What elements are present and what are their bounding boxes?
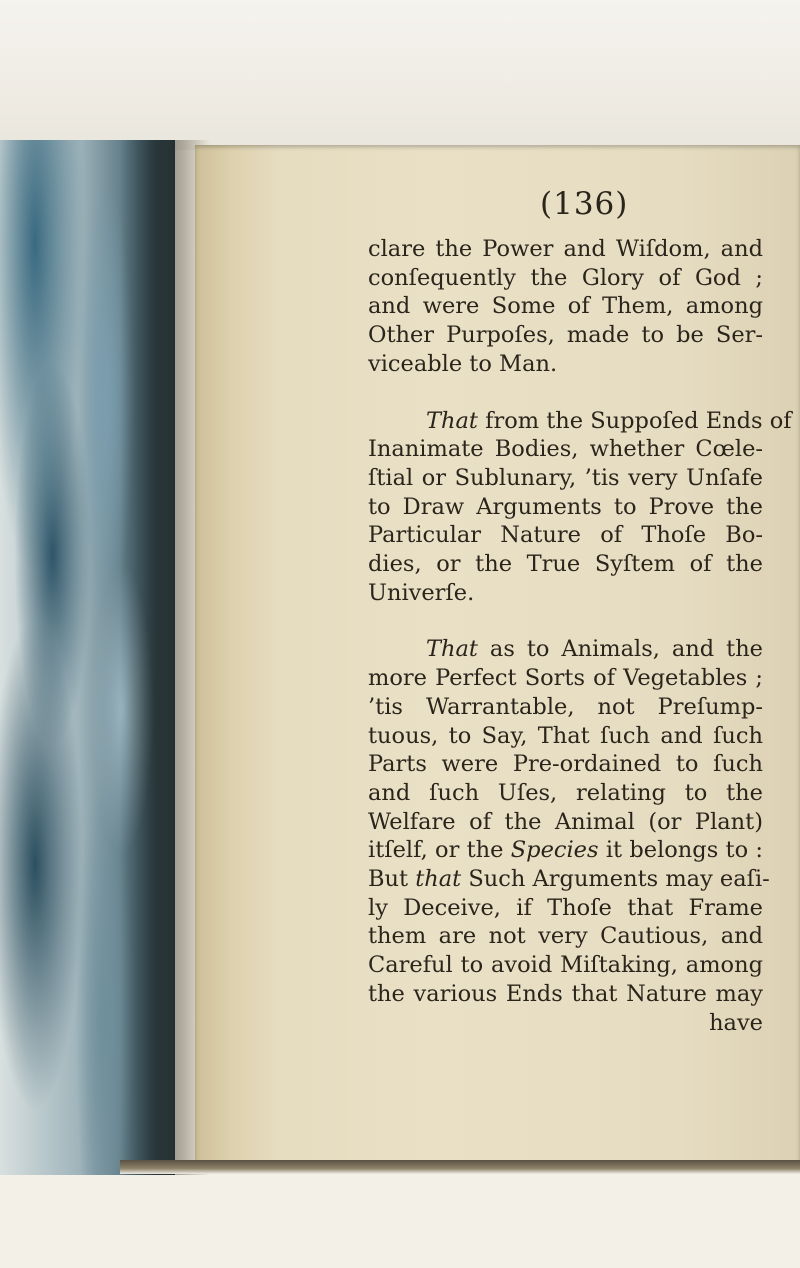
paragraph-gap	[368, 607, 763, 635]
line-part: itſelf, or the	[368, 837, 511, 864]
italic-lead: That	[426, 407, 478, 434]
italic-word: that	[415, 866, 462, 893]
text-line: to Draw Arguments to Prove the	[368, 493, 763, 520]
text-line: dies, or the True Syſtem of the	[368, 551, 763, 578]
catchword: have	[709, 1009, 763, 1036]
text-line: ’tis Warrantable, not Preſump-	[368, 693, 763, 720]
page-bottom-edge	[120, 1160, 800, 1174]
italic-lead: That	[426, 636, 478, 663]
text-line: Univerſe.	[368, 579, 475, 606]
text-line: and ſuch Uſes, relating to the	[368, 779, 763, 806]
text-line: viceable to Man.	[368, 350, 558, 377]
text-line: conſequently the Glory of God ;	[368, 264, 763, 291]
line-rest: as to Animals, and the	[477, 636, 763, 663]
paragraph-3-first-line	[368, 635, 763, 664]
body-text	[368, 235, 792, 1037]
text-line: more Perfect Sorts of Vegetables ;	[368, 665, 763, 692]
text-line-but	[368, 865, 770, 894]
line-part: But	[368, 866, 416, 893]
text-line: Other Purpoſes, made to be Ser-	[368, 322, 763, 349]
text-line: Inanimate Bodies, whether Cœle-	[368, 436, 763, 463]
page-number: (136)	[540, 186, 629, 222]
text-line: clare the Power and Wiſdom, and	[368, 236, 763, 262]
text-line: them are not very Cautious, and	[368, 923, 763, 950]
text-line-species	[368, 836, 763, 865]
text-line: Parts were Pre-ordained to ſuch	[368, 751, 763, 778]
text-line: tuous, to Say, That ſuch and ſuch	[368, 722, 763, 749]
italic-word: Species	[510, 837, 599, 864]
paragraph-gap	[368, 379, 763, 407]
line-rest: from the Suppoſed Ends of	[477, 407, 792, 434]
scan-background	[0, 0, 800, 150]
text-line: Welfare of the Animal (or Plant)	[368, 808, 763, 835]
text-line: the various Ends that Nature may	[368, 980, 763, 1007]
text-line: Careful to avoid Miſtaking, among	[368, 952, 763, 979]
line-part: it belongs to :	[598, 837, 763, 864]
paragraph-2-first-line	[368, 407, 792, 436]
text-line: and were Some of Them, among	[368, 293, 763, 320]
text-line: ly Deceive, if Thoſe that Frame	[368, 894, 763, 921]
line-part: Such Arguments may eaſi-	[461, 866, 770, 893]
text-line: Particular Nature of Thoſe Bo-	[368, 522, 763, 549]
text-line: ſtial or Sublunary, ’tis very Unſafe	[368, 464, 763, 491]
